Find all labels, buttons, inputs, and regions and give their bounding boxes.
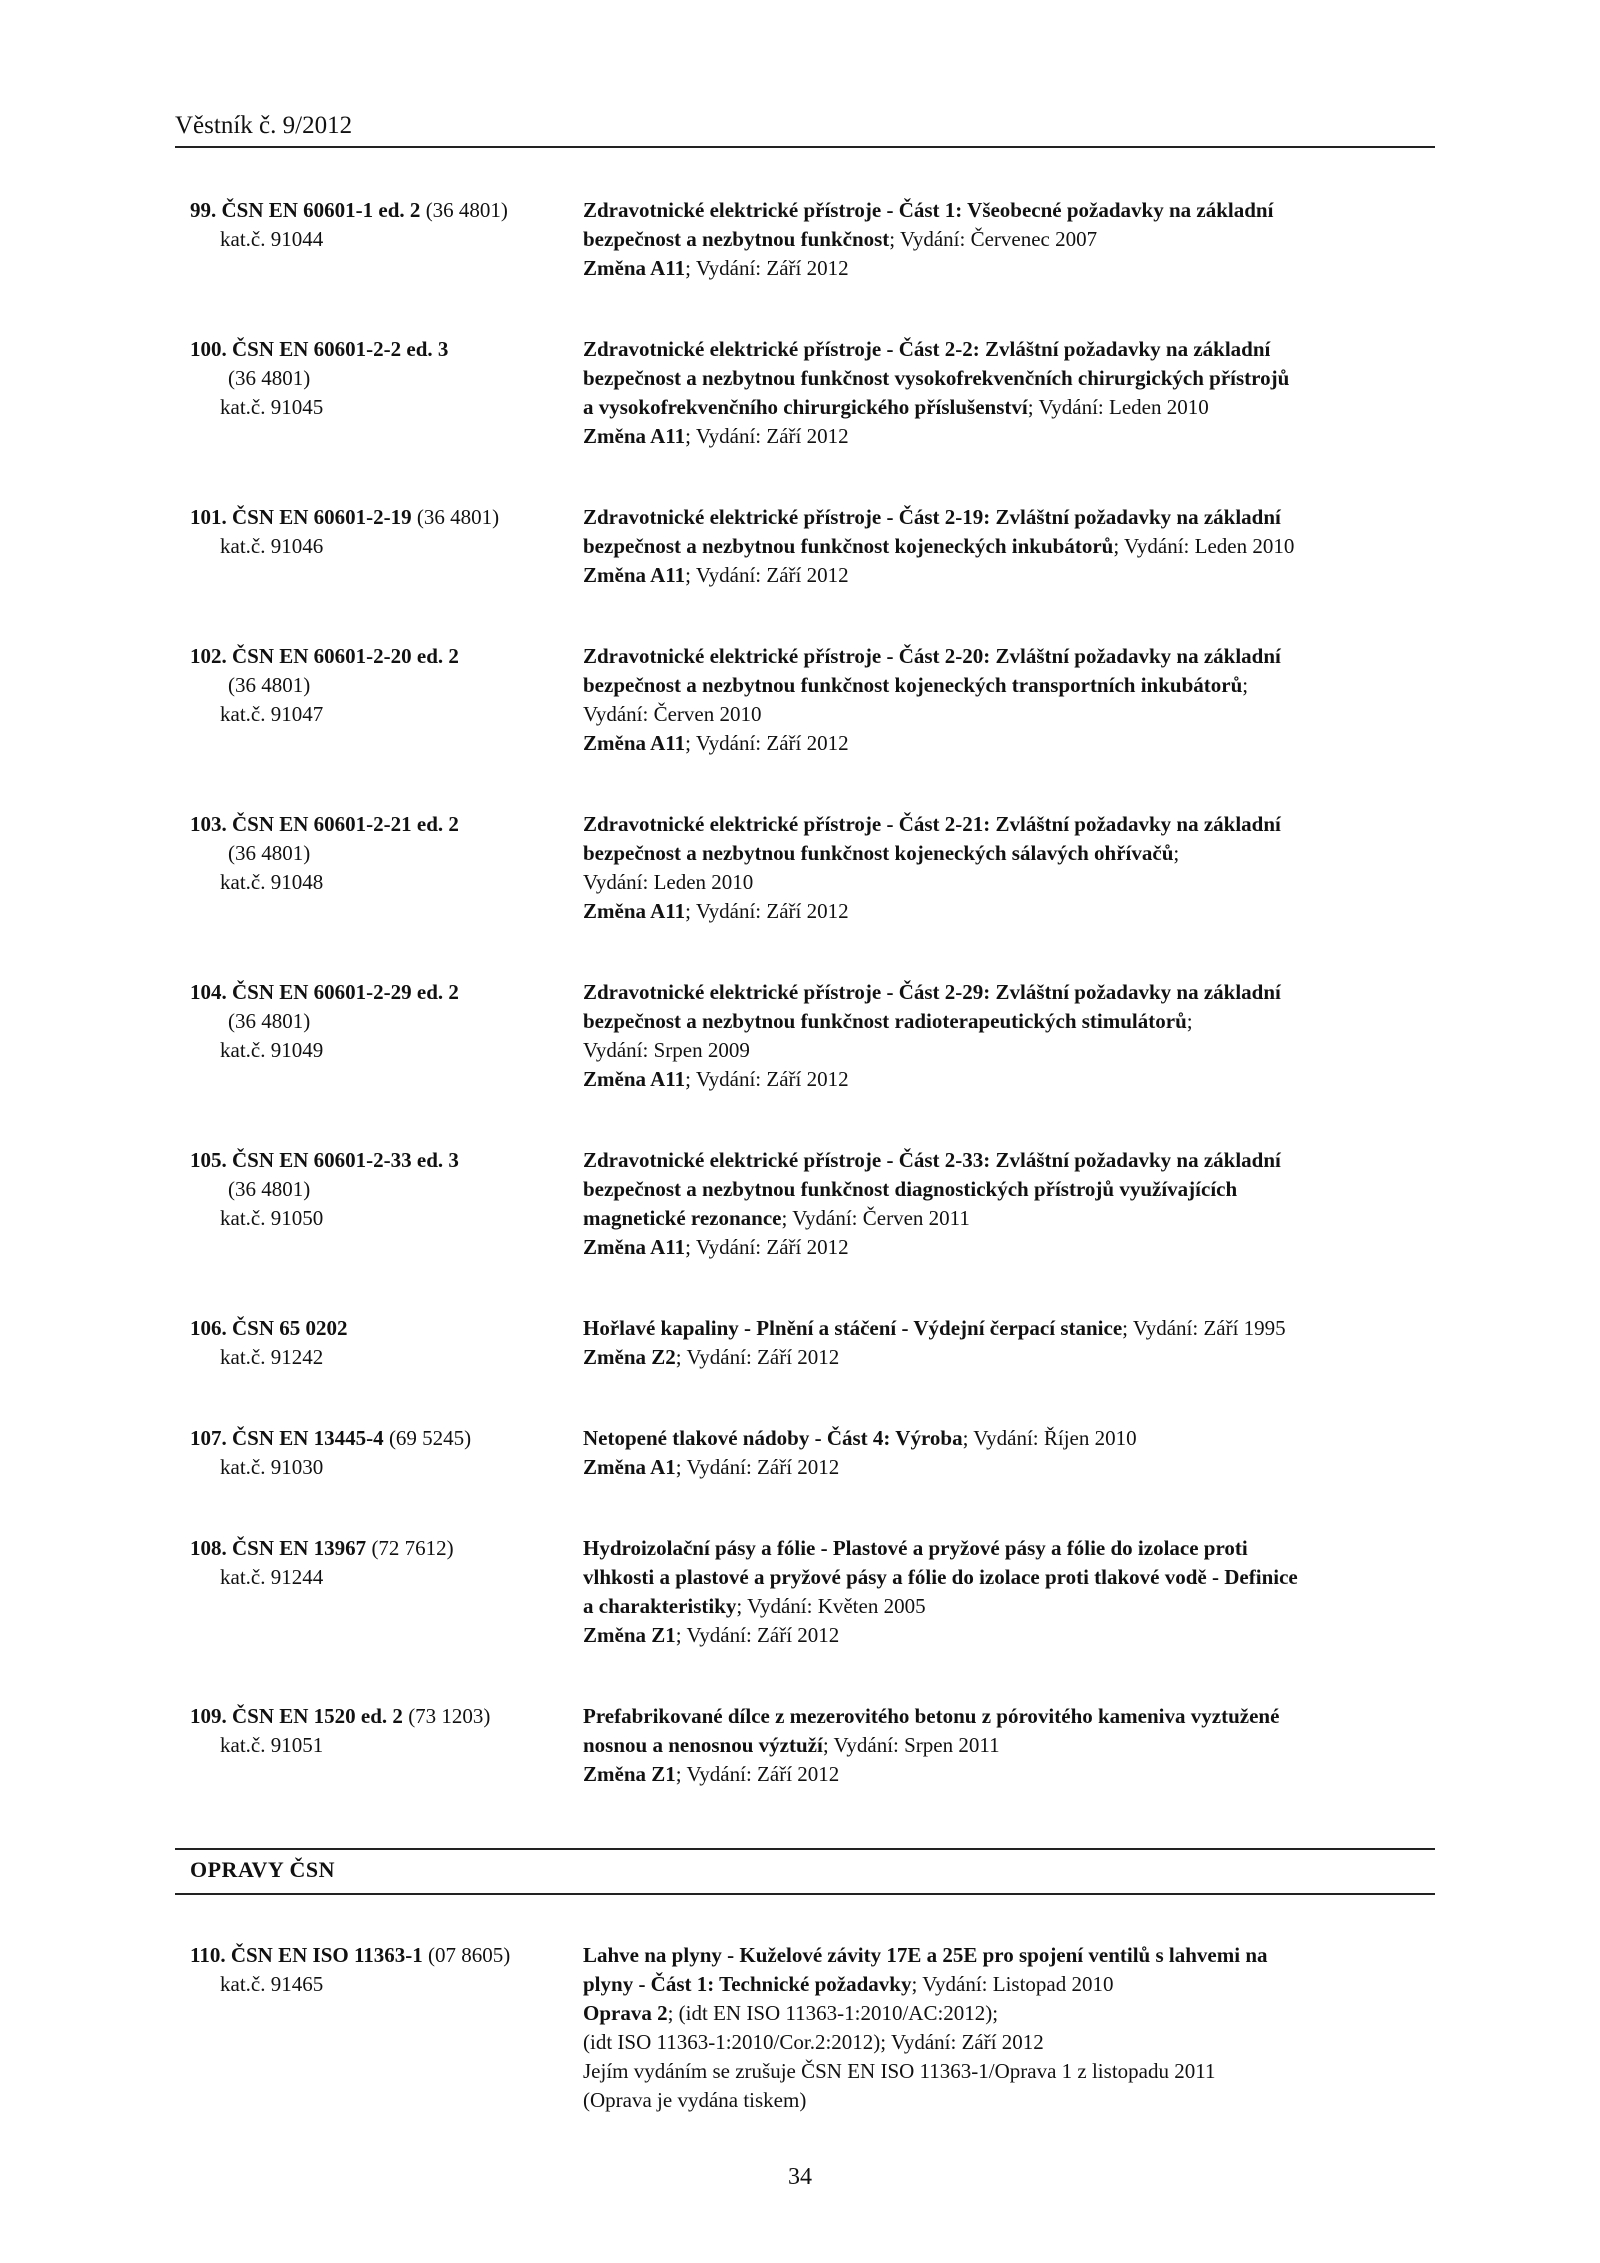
text-line	[190, 1970, 583, 1999]
plain-text: kat.č. 91244	[220, 1565, 324, 1589]
section-rule-top	[175, 1848, 1435, 1850]
text-line	[583, 1970, 1268, 1999]
text-line	[190, 1007, 583, 1036]
section-title: OPRAVY ČSN	[190, 1857, 335, 1882]
text-line	[190, 532, 583, 561]
plain-text: ; Vydání: Září 2012	[685, 1067, 849, 1091]
plain-text: ; Vydání: Září 2012	[685, 256, 849, 280]
text-line	[583, 978, 1281, 1007]
standard-description	[583, 196, 1273, 283]
text-line	[583, 225, 1273, 254]
plain-text: ; (idt EN ISO 11363-1:2010/AC:2012);	[667, 2001, 999, 2025]
plain-text: kat.č. 91046	[220, 534, 324, 558]
standard-description	[583, 1424, 1137, 1482]
text-line	[190, 868, 583, 897]
plain-text: kat.č. 91242	[220, 1345, 324, 1369]
standard-description	[583, 335, 1289, 451]
text-line	[583, 1621, 1298, 1650]
plain-text: ; Vydání: Leden 2010	[1027, 395, 1209, 419]
standards-list	[190, 196, 1435, 1841]
bold-text: Změna A11	[583, 256, 686, 280]
text-line	[583, 1999, 1268, 2028]
header-rule	[175, 146, 1435, 148]
text-line	[583, 1204, 1281, 1233]
text-line	[583, 1563, 1298, 1592]
plain-text: (72 7612)	[366, 1536, 454, 1560]
plain-text: ;	[1186, 1009, 1193, 1033]
bold-text: Zdravotnické elektrické přístroje - Část 2-29: Zvláštní požadavky na základní	[583, 980, 1281, 1004]
bold-text: Hydroizolační pásy a fólie - Plastové a pryžové pásy a fólie do izolace proti	[583, 1536, 1248, 1560]
plain-text: ; Vydání: Říjen 2010	[962, 1426, 1137, 1450]
standard-description	[583, 1941, 1268, 2115]
plain-text: kat.č. 91049	[220, 1038, 324, 1062]
bold-text: Změna Z1	[583, 1762, 676, 1786]
plain-text: kat.č. 91047	[220, 702, 324, 726]
text-line	[190, 225, 583, 254]
page-number: 34	[788, 2164, 812, 2190]
plain-text: (73 1203)	[402, 1704, 491, 1728]
text-line	[583, 1592, 1298, 1621]
bold-text: Zdravotnické elektrické přístroje - Část 2-33: Zvláštní požadavky na základní	[583, 1148, 1281, 1172]
bold-text: bezpečnost a nezbytnou funkčnost radioterapeutických stimulátorů	[583, 1009, 1187, 1033]
plain-text: (36 4801)	[228, 366, 311, 390]
text-line	[190, 978, 583, 1007]
bold-text: Hořlavé kapaliny - Plnění a stáčení - Výdejní čerpací stanice	[583, 1316, 1123, 1340]
plain-text: ; Vydání: Září 1995	[1122, 1316, 1286, 1340]
text-line	[190, 700, 583, 729]
standard-description	[583, 810, 1281, 926]
plain-text: kat.č. 91048	[220, 870, 324, 894]
text-line	[583, 422, 1289, 451]
text-line	[583, 1702, 1279, 1731]
text-line	[583, 2086, 1268, 2115]
bold-text: nosnou a nenosnou výztuží	[583, 1733, 823, 1757]
text-line	[583, 393, 1289, 422]
bold-text: Změna A11	[583, 1067, 686, 1091]
bold-text: Zdravotnické elektrické přístroje - Část 2-19: Zvláštní požadavky na základní	[583, 505, 1281, 529]
plain-text: ; Vydání: Červenec 2007	[889, 227, 1098, 251]
text-line	[190, 1563, 583, 1592]
standard-entry	[190, 642, 1435, 758]
standard-designation	[190, 978, 583, 1094]
standard-description	[583, 978, 1281, 1094]
bold-text: 101. ČSN EN 60601-2-19	[190, 505, 412, 529]
plain-text: ; Vydání: Listopad 2010	[911, 1972, 1114, 1996]
bold-text: Zdravotnické elektrické přístroje - Část 1: Všeobecné požadavky na základní	[583, 198, 1274, 222]
plain-text: kat.č. 91465	[220, 1972, 324, 1996]
standard-designation	[190, 1314, 583, 1372]
bold-text: Zdravotnické elektrické přístroje - Část 2-21: Zvláštní požadavky na základní	[583, 812, 1281, 836]
bold-text: 107. ČSN EN 13445-4	[190, 1426, 384, 1450]
text-line	[583, 1941, 1268, 1970]
text-line	[190, 1424, 583, 1453]
standard-description	[583, 503, 1294, 590]
text-line	[583, 642, 1281, 671]
bold-text: Změna A11	[583, 424, 686, 448]
text-line	[583, 335, 1289, 364]
bold-text: a charakteristiky	[583, 1594, 737, 1618]
plain-text: kat.č. 91045	[220, 395, 324, 419]
standard-entry	[190, 503, 1435, 590]
text-line	[190, 1314, 583, 1343]
plain-text: (Oprava je vydána tiskem)	[583, 2088, 807, 2112]
text-line	[583, 1175, 1281, 1204]
standard-designation	[190, 1941, 583, 2115]
standard-entry	[190, 1941, 1435, 2115]
bold-text: 110. ČSN EN ISO 11363-1	[190, 1943, 423, 1967]
standard-description	[583, 642, 1281, 758]
standard-entry	[190, 1146, 1435, 1262]
plain-text: kat.č. 91050	[220, 1206, 324, 1230]
text-line	[583, 810, 1281, 839]
standard-description	[583, 1534, 1298, 1650]
text-line	[190, 1941, 583, 1970]
plain-text: ;	[1242, 673, 1249, 697]
bold-text: Změna A11	[583, 899, 686, 923]
text-line	[583, 1036, 1281, 1065]
bold-text: Netopené tlakové nádoby - Část 4: Výroba	[583, 1426, 963, 1450]
text-line	[583, 1065, 1281, 1094]
text-line	[190, 1702, 583, 1731]
bold-text: bezpečnost a nezbytnou funkčnost diagnostických přístrojů využívajících	[583, 1177, 1238, 1201]
plain-text: ;	[1173, 841, 1180, 865]
text-line	[190, 642, 583, 671]
plain-text: kat.č. 91051	[220, 1733, 324, 1757]
plain-text: (36 4801)	[411, 505, 500, 529]
text-line	[190, 393, 583, 422]
text-line	[190, 1731, 583, 1760]
bold-text: a vysokofrekvenčního chirurgického příslušenství	[583, 395, 1028, 419]
standard-designation	[190, 1702, 583, 1789]
text-line	[190, 671, 583, 700]
bold-text: 99. ČSN EN 60601-1 ed. 2	[190, 198, 421, 222]
text-line	[583, 532, 1294, 561]
text-line	[583, 671, 1281, 700]
standard-entry	[190, 1534, 1435, 1650]
text-line	[583, 1343, 1286, 1372]
plain-text: (07 8605)	[422, 1943, 511, 1967]
plain-text: Vydání: Srpen 2009	[583, 1038, 750, 1062]
plain-text: Vydání: Leden 2010	[583, 870, 754, 894]
standard-designation	[190, 810, 583, 926]
standard-designation	[190, 1424, 583, 1482]
text-line	[583, 729, 1281, 758]
text-line	[583, 1424, 1137, 1453]
bold-text: Zdravotnické elektrické přístroje - Část 2-20: Zvláštní požadavky na základní	[583, 644, 1281, 668]
text-line	[190, 364, 583, 393]
plain-text: Vydání: Červen 2010	[583, 702, 762, 726]
text-line	[583, 1146, 1281, 1175]
bold-text: bezpečnost a nezbytnou funkčnost kojeneckých transportních inkubátorů	[583, 673, 1243, 697]
plain-text: ; Vydání: Květen 2005	[736, 1594, 926, 1618]
text-line	[583, 839, 1281, 868]
text-line	[583, 2028, 1268, 2057]
plain-text: (idt ISO 11363-1:2010/Cor.2:2012); Vydání: Září 2012	[583, 2030, 1044, 2054]
plain-text: ; Vydání: Září 2012	[685, 1235, 849, 1259]
text-line	[190, 503, 583, 532]
plain-text: (36 4801)	[420, 198, 508, 222]
text-line	[583, 1760, 1279, 1789]
standard-designation	[190, 335, 583, 451]
bold-text: 103. ČSN EN 60601-2-21 ed. 2	[190, 812, 459, 836]
bold-text: 100. ČSN EN 60601-2-2 ed. 3	[190, 337, 449, 361]
plain-text: ; Vydání: Září 2012	[685, 899, 849, 923]
standard-description	[583, 1146, 1281, 1262]
plain-text: ; Vydání: Září 2012	[675, 1762, 840, 1786]
bold-text: Prefabrikované dílce z mezerovitého betonu z pórovitého kameniva vyztužené	[583, 1704, 1280, 1728]
text-line	[190, 335, 583, 364]
text-line	[583, 561, 1294, 590]
text-line	[190, 1175, 583, 1204]
standard-entry	[190, 810, 1435, 926]
bold-text: 106. ČSN 65 0202	[190, 1316, 348, 1340]
text-line	[190, 810, 583, 839]
standard-entry	[190, 978, 1435, 1094]
standard-description	[583, 1314, 1286, 1372]
standard-designation	[190, 503, 583, 590]
text-line	[583, 1453, 1137, 1482]
bold-text: Lahve na plyny - Kuželové závity 17E a 25E pro spojení ventilů s lahvemi na	[583, 1943, 1268, 1967]
text-line	[583, 897, 1281, 926]
text-line	[190, 196, 583, 225]
corrections-list	[190, 1941, 1435, 2167]
standard-entry	[190, 1702, 1435, 1789]
plain-text: ; Vydání: Leden 2010	[1113, 534, 1295, 558]
bold-text: Oprava 2	[583, 2001, 668, 2025]
plain-text: ; Vydání: Září 2012	[685, 424, 849, 448]
plain-text: (36 4801)	[228, 1177, 311, 1201]
bold-text: 108. ČSN EN 13967	[190, 1536, 367, 1560]
text-line	[583, 254, 1273, 283]
text-line	[583, 1731, 1279, 1760]
bold-text: bezpečnost a nezbytnou funkčnost	[583, 227, 890, 251]
text-line	[583, 1534, 1298, 1563]
standard-designation	[190, 196, 583, 283]
text-line	[190, 1453, 583, 1482]
plain-text: (36 4801)	[228, 673, 311, 697]
standard-designation	[190, 1146, 583, 1262]
plain-text: ; Vydání: Září 2012	[675, 1455, 840, 1479]
plain-text: ; Vydání: Září 2012	[675, 1623, 840, 1647]
bold-text: 105. ČSN EN 60601-2-33 ed. 3	[190, 1148, 459, 1172]
bold-text: vlhkosti a plastové a pryžové pásy a fólie do izolace proti tlakové vodě - Definice	[583, 1565, 1298, 1589]
bold-text: bezpečnost a nezbytnou funkčnost vysokofrekvenčních chirurgických přístrojů	[583, 366, 1290, 390]
section-rule-bottom	[175, 1893, 1435, 1895]
bold-text: 102. ČSN EN 60601-2-20 ed. 2	[190, 644, 459, 668]
standard-entry	[190, 335, 1435, 451]
plain-text: kat.č. 91044	[220, 227, 324, 251]
plain-text: (36 4801)	[228, 1009, 311, 1033]
plain-text: ; Vydání: Červen 2011	[781, 1206, 970, 1230]
bold-text: plyny - Část 1: Technické požadavky	[583, 1972, 912, 1996]
plain-text: (69 5245)	[383, 1426, 472, 1450]
text-line	[190, 1534, 583, 1563]
bold-text: Změna A11	[583, 1235, 686, 1259]
bold-text: magnetické rezonance	[583, 1206, 782, 1230]
standard-description	[583, 1702, 1279, 1789]
bold-text: bezpečnost a nezbytnou funkčnost kojeneckých inkubátorů	[583, 534, 1114, 558]
standard-entry	[190, 1424, 1435, 1482]
plain-text: ; Vydání: Září 2012	[685, 731, 849, 755]
text-line	[583, 196, 1273, 225]
plain-text: ; Vydání: Září 2012	[675, 1345, 840, 1369]
text-line	[190, 1204, 583, 1233]
text-line	[583, 868, 1281, 897]
text-line	[583, 364, 1289, 393]
text-line	[583, 700, 1281, 729]
text-line	[583, 503, 1294, 532]
standard-designation	[190, 1534, 583, 1650]
bold-text: Zdravotnické elektrické přístroje - Část 2-2: Zvláštní požadavky na základní	[583, 337, 1271, 361]
bold-text: 109. ČSN EN 1520 ed. 2	[190, 1704, 403, 1728]
plain-text: (36 4801)	[228, 841, 311, 865]
standard-entry	[190, 196, 1435, 283]
text-line	[583, 1233, 1281, 1262]
bold-text: bezpečnost a nezbytnou funkčnost kojeneckých sálavých ohřívačů	[583, 841, 1174, 865]
text-line	[190, 1146, 583, 1175]
plain-text: Jejím vydáním se zrušuje ČSN EN ISO 11363-1/Oprava 1 z listopadu 2011	[583, 2059, 1216, 2083]
bold-text: Změna A1	[583, 1455, 676, 1479]
plain-text: kat.č. 91030	[220, 1455, 324, 1479]
plain-text: ; Vydání: Září 2012	[685, 563, 849, 587]
bold-text: Změna A11	[583, 563, 686, 587]
plain-text: ; Vydání: Srpen 2011	[822, 1733, 1000, 1757]
text-line	[190, 839, 583, 868]
text-line	[190, 1036, 583, 1065]
text-line	[583, 1007, 1281, 1036]
bold-text: Změna Z2	[583, 1345, 676, 1369]
journal-header: Věstník č. 9/2012	[175, 112, 353, 139]
bold-text: Změna A11	[583, 731, 686, 755]
text-line	[583, 2057, 1268, 2086]
bold-text: Změna Z1	[583, 1623, 676, 1647]
standard-designation	[190, 642, 583, 758]
standard-entry	[190, 1314, 1435, 1372]
text-line	[190, 1343, 583, 1372]
bold-text: 104. ČSN EN 60601-2-29 ed. 2	[190, 980, 459, 1004]
text-line	[583, 1314, 1286, 1343]
